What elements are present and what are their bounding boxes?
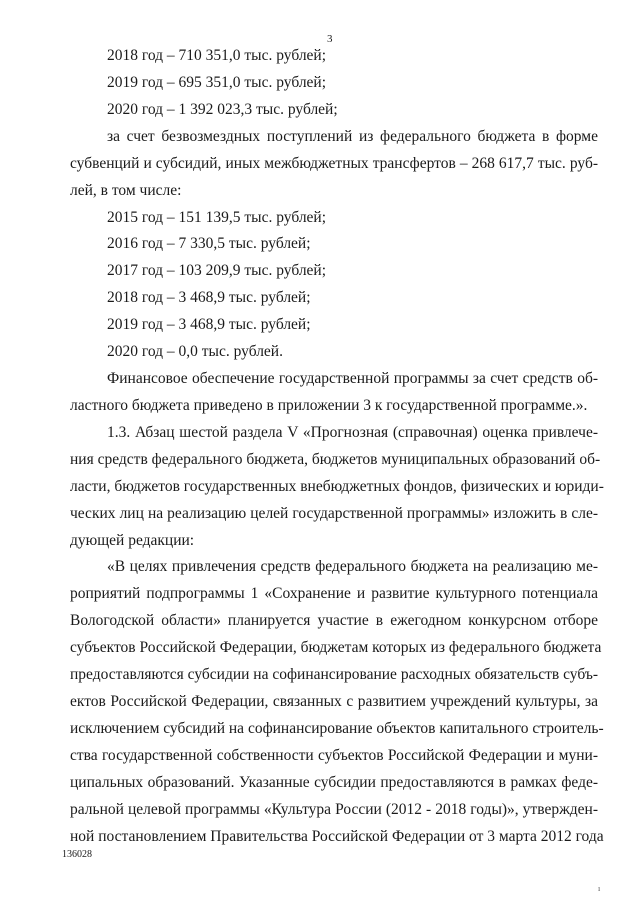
quote-paragraph-line: субъектов Российской Федерации, бюджетам которых из федерального бюджета	[70, 639, 602, 656]
year-line-2020: 2020 год – 1 392 023,3 тыс. рублей;	[107, 101, 338, 118]
section-paragraph-line: ласти, бюджетов государственных внебюджетных фондов, физических и юриди-	[70, 478, 604, 495]
year-line-2018: 2018 год – 710 351,0 тыс. рублей;	[107, 47, 327, 64]
federal-year-line-2017: 2017 год – 103 209,9 тыс. рублей;	[107, 262, 327, 279]
section-paragraph-line: дующей редакции:	[70, 532, 195, 549]
quote-paragraph-line: ральной целевой программы «Культура России (2012 - 2018 годы)», утвержден-	[70, 801, 598, 818]
federal-year-line-2015: 2015 год – 151 139,5 тыс. рублей;	[107, 209, 327, 226]
financing-paragraph-line: Финансовое обеспечение государственной программы за счет средств об-	[107, 370, 598, 387]
section-paragraph-line: ческих лиц на реализацию целей государственной программы» изложить в сле-	[70, 505, 598, 522]
quote-paragraph-line: исключением субсидий на софинансирование объектов капитального строитель-	[70, 720, 604, 737]
quote-paragraph-line: ной постановлением Правительства Российской Федерации от 3 марта 2012 года	[70, 828, 604, 845]
quote-paragraph-line: ства государственной собственности субъектов Российской Федерации и муни-	[70, 747, 598, 764]
quote-paragraph-line: «В целях привлечения средств федерального бюджета на реализацию ме-	[107, 558, 598, 575]
quote-paragraph-line: ектов Российской Федерации, связанных с развитием учреждений культуры, за	[70, 693, 598, 710]
document-code: 136028	[62, 849, 92, 860]
federal-paragraph-line: за счет безвозмездных поступлений из федерального бюджета в форме	[107, 128, 598, 145]
quote-paragraph-line: Вологодской области» планируется участие в ежегодном конкурсном отборе	[70, 612, 598, 629]
federal-paragraph-line: лей, в том числе:	[70, 182, 182, 199]
quote-paragraph-line: предоставляются субсидии на софинансирование расходных обязательств субъ-	[70, 666, 598, 683]
year-line-2019: 2019 год – 695 351,0 тыс. рублей;	[107, 74, 327, 91]
financing-paragraph-line: ластного бюджета приведено в приложении 3 к государственной программе.».	[70, 397, 588, 414]
federal-year-line-2019: 2019 год – 3 468,9 тыс. рублей;	[107, 316, 311, 333]
federal-paragraph-line: субвенций и субсидий, иных межбюджетных трансфертов – 268 617,7 тыс. руб-	[70, 155, 598, 172]
page-number: 3	[327, 33, 333, 45]
quote-paragraph-line: ципальных образований. Указанные субсидии предоставляются в рамках феде-	[70, 774, 598, 791]
federal-year-line-2018: 2018 год – 3 468,9 тыс. рублей;	[107, 289, 311, 306]
federal-year-line-2016: 2016 год – 7 330,5 тыс. рублей;	[107, 235, 311, 252]
quote-paragraph-line: роприятий подпрограммы 1 «Сохранение и развитие культурного потенциала	[70, 585, 598, 602]
section-paragraph-line: ния средств федерального бюджета, бюджетов муниципальных образований об-	[70, 451, 601, 468]
corner-mark: ı	[598, 884, 601, 893]
federal-year-line-2020: 2020 год – 0,0 тыс. рублей.	[107, 343, 283, 360]
section-paragraph-line: 1.3. Абзац шестой раздела V «Прогнозная (справочная) оценка привлече-	[107, 424, 598, 441]
